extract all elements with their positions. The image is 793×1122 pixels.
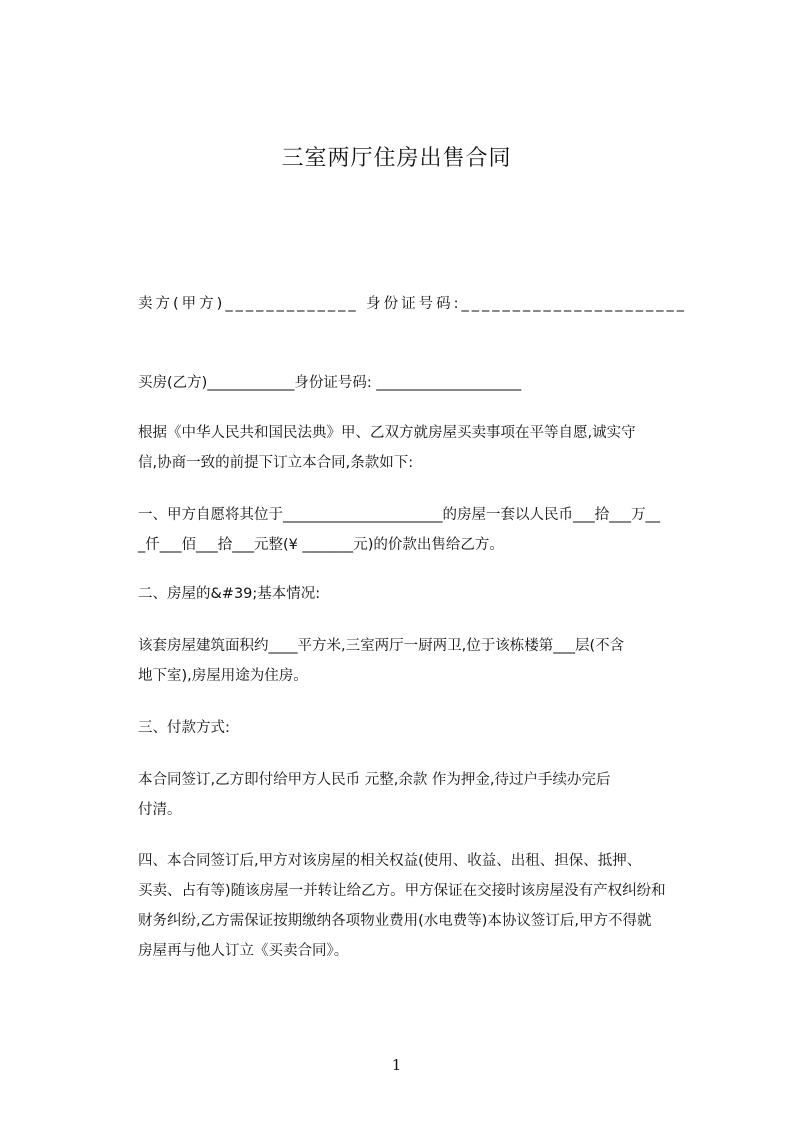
clause-3-line-1: 本合同签订,乙方即付给甲方人民币 元整,余款 作为押金,待过户手续办完后 xyxy=(138,772,611,788)
clause-4-line-4: 房屋再与他人订立《买卖合同》。 xyxy=(138,943,349,959)
clause-2-body xyxy=(138,631,701,691)
clause-4-line-2: 买卖、占有等)随该房屋一并转让给乙方。甲方保证在交接时该房屋没有产权纠纷和 xyxy=(138,883,666,899)
clause-1-line-1: 一、甲方自愿将其位于______________________的房屋一套以人民币___拾___万__ xyxy=(138,507,660,523)
clause-2-line-2: 地下室),房屋用途为住房。 xyxy=(138,668,308,684)
clause-2-heading-text: 二、房屋的&#39;基本情况: xyxy=(138,586,321,602)
clause-1-paragraph xyxy=(138,500,701,560)
preamble-line-1: 根据《中华人民共和国民法典》甲、乙双方就房屋买卖事项在平等自愿,诚实守 xyxy=(138,425,636,441)
clause-4-line-3: 财务纠纷,乙方需保证按期缴纳各项物业费用(水电费等)本协议签订后,甲方不得就 xyxy=(138,913,652,929)
clause-3-heading-text: 三、付款方式: xyxy=(138,720,230,736)
clause-3-line-2: 付清。 xyxy=(138,802,182,818)
clause-1-line-2: _仟___佰___拾___元整(¥ _______元)的价款出售给乙方。 xyxy=(138,537,504,553)
clause-2-heading xyxy=(138,579,701,609)
preamble-line-2: 信,协商一致的前提下订立本合同,条款如下: xyxy=(138,455,414,471)
seller-line: 卖方(甲方)_____________ 身份证号码:______________________ xyxy=(138,296,688,312)
preamble-paragraph xyxy=(138,418,701,478)
clause-4-line-1: 四、本合同签订后,甲方对该房屋的相关权益(使用、收益、出租、担保、抵押、 xyxy=(138,853,642,869)
clause-4-paragraph xyxy=(138,846,701,966)
clause-3-body xyxy=(138,765,701,825)
buyer-line: 买房(乙方)____________身份证号码: ____________________ xyxy=(138,375,522,391)
contract-title: 三室两厅住房出售合同 xyxy=(281,146,512,171)
clause-2-line-1: 该套房屋建筑面积约____平方米,三室两厅一厨两卫,位于该栋楼第___层(不含 xyxy=(138,638,625,654)
clause-3-heading xyxy=(138,713,701,743)
page-number: 1 xyxy=(391,1056,402,1074)
